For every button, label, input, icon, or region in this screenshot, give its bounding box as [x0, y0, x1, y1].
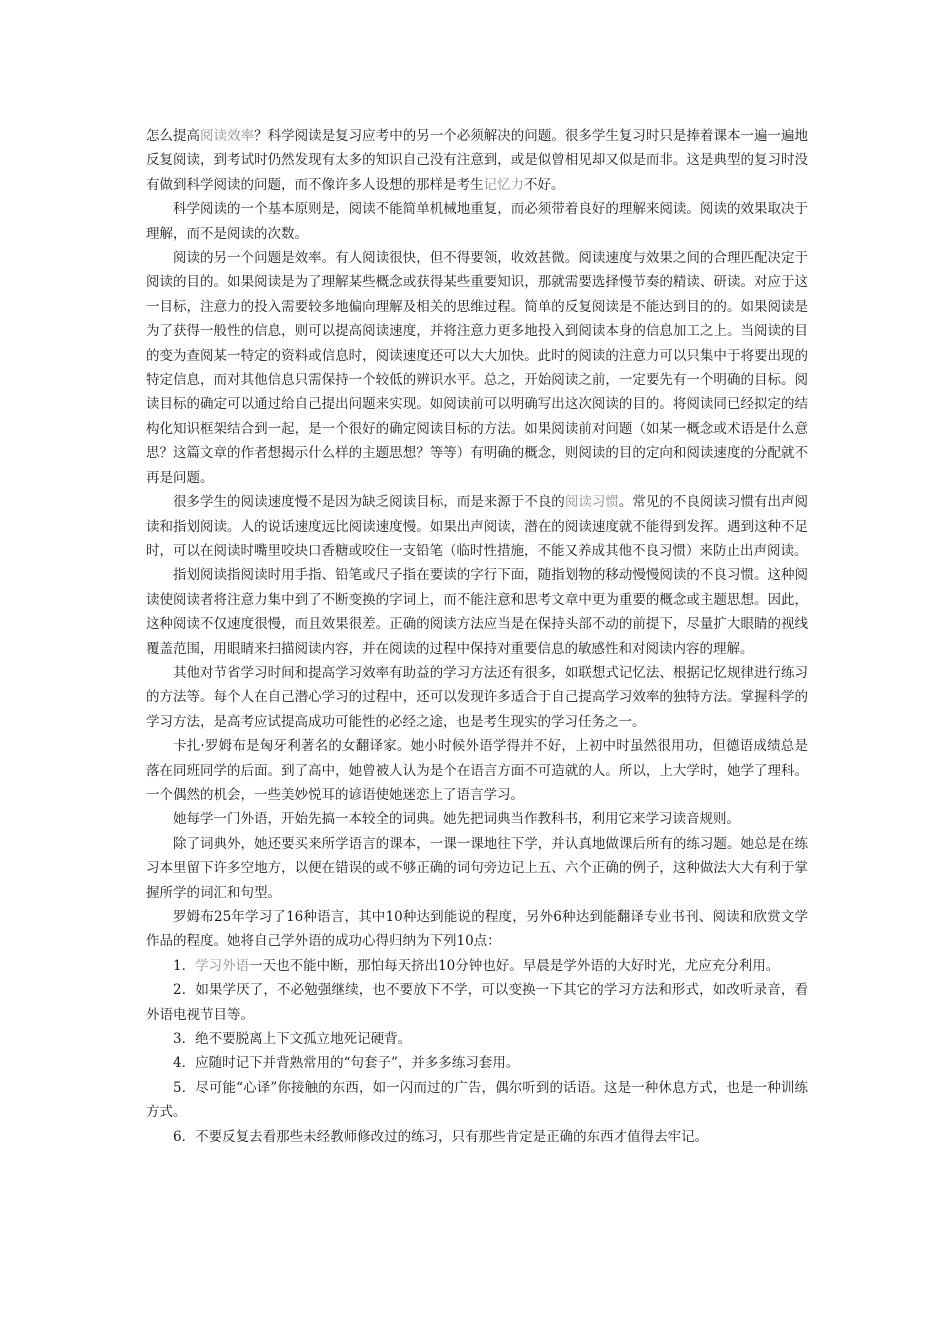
paragraph-text: 卡扎·罗姆布是匈牙利著名的女翻译家。她小时候外语学得并不好，上初中时虽然很用功，但德语成绩总是落在同班同学的后面。到了高中，她曾被人认为是个在语言方面不可造就的人。所以，上大学时，她学了理科。一个偶然的机会，一些美妙悦耳的谚语使她迷恋上了语言学习。	[146, 738, 808, 803]
paragraph	[146, 490, 808, 563]
paragraph-text: 科学阅读的一个基本原则是，阅读不能简单机械地重复，而必须带着良好的理解来阅读。阅读的效果取决于理解，而不是阅读的次数。	[146, 201, 808, 242]
paragraph	[146, 1051, 808, 1075]
paragraph	[146, 197, 808, 246]
paragraph-text: 6．不要反复去看那些未经教师修改过的练习，只有那些肯定是正确的东西才值得去牢记。	[173, 1128, 709, 1145]
paragraph-text: 阅读的另一个问题是效率。有人阅读很快，但不得要领，收效甚微。阅读速度与效果之间的合理匹配决定于阅读的目的。如果阅读是为了理解某些概念或获得某些重要知识，那就需要选择慢节奏的精读、研读。对应于这一目标，注意力的投入需要较多地偏向理解及相关的思维过程。简单的反复阅读是不能达到目的的。如果阅读是为了获得一般性的信息，则可以提高阅读速度，并将注意力更多地投入到阅读本身的信息加工之上。当阅读的目的变为查阅某一特定的资料或信息时，阅读速度还可以大大加快。此时的阅读的注意力可以只集中于将要出现的特定信息，而对其他信息只需保持一个较低的辨识水平。总之，开始阅读之前，一定要先有一个明确的目标。阅读目标的确定可以通过给自己提出问题来实现。如阅读前可以明确写出这次阅读的目的。将阅读同已经拟定的结构化知识框架结合到一起，是一个很好的确定阅读目标的方法。如果阅读前对问题（如某一概念或术语是什么意思？这篇文章的作者想揭示什么样的主题思想？等等）有明确的概念，则阅读的目的定向和阅读速度的分配就不再是问题。	[146, 250, 808, 486]
paragraph-text: 不好。	[524, 176, 565, 193]
paragraph-text: 。常见的不良阅读习惯有出声阅读和指划阅读。人的说话速度远比阅读速度慢。如果出声阅读，潜在的阅读速度就不能得到发挥。遇到这种不足时，可以在阅读时嘴里咬块口香糖或咬住一支铅笔（临时性措施，不能又养成其他不良习惯）来防止出声阅读。	[146, 494, 809, 559]
paragraph	[146, 124, 808, 197]
paragraph-text: 2．如果学厌了，不必勉强继续，也不要放下不学，可以变换一下其它的学习方法和形式，如改听录音，看外语电视节目等。	[146, 982, 808, 1023]
paragraph	[146, 905, 808, 954]
paragraph-text: 3．绝不要脱离上下文孤立地死记硬背。	[173, 1031, 412, 1048]
paragraph	[146, 807, 808, 831]
paragraph-text: 4．应随时记下并背熟常用的“句套子”，并多多练习套用。	[173, 1055, 520, 1072]
keyword-link[interactable]: 记忆力	[483, 176, 524, 193]
paragraph-text: 5．尽可能“心译”你接触的东西，如一闪而过的广告，偶尔听到的话语。这是一种休息方式，也是一种训练方式。	[146, 1079, 808, 1121]
paragraph-text: 很多学生的阅读速度慢不是因为缺乏阅读目标，而是来源于不良的	[173, 494, 565, 511]
paragraph-text: 她每学一门外语，开始先搞一本较全的词典。她先把词典当作教科书，利用它来学习读音规则。	[173, 811, 740, 828]
paragraph-text: 怎么提高	[146, 128, 201, 144]
paragraph-text: ？科学阅读是复习应考中的另一个必须解决的问题。很多学生复习时只是捧着课本一遍一遍地反复阅读，到考试时仍然发现有太多的知识自己没有注意到，或是似曾相见却又似是而非。这是典型的复习时没有做到科学阅读的问题，而不像许多人设想的那样是考生	[146, 128, 809, 193]
paragraph	[146, 661, 808, 734]
paragraph	[146, 734, 808, 807]
paragraph	[146, 1076, 808, 1125]
keyword-link[interactable]: 阅读效率	[200, 128, 255, 144]
paragraph	[146, 978, 808, 1027]
document-body	[146, 124, 808, 1149]
paragraph	[146, 246, 808, 490]
paragraph-text: 罗姆布25年学习了16种语言，其中10种达到能说的程度，另外6种达到能翻译专业书刊、阅读和欣赏文学作品的程度。她将自己学外语的成功心得归纳为下列10点：	[146, 909, 808, 950]
paragraph	[146, 563, 808, 661]
keyword-link[interactable]: 学习外语	[195, 957, 250, 974]
paragraph-text: 1．	[173, 957, 196, 974]
paragraph	[146, 1027, 808, 1051]
paragraph	[146, 954, 808, 978]
paragraph-text: 一天也不能中断，那怕每天挤出10分钟也好。早晨是学外语的大好时光，尤应充分利用。	[249, 957, 780, 974]
keyword-link[interactable]: 阅读习惯	[564, 494, 619, 511]
paragraph	[146, 832, 808, 905]
paragraph	[146, 1125, 808, 1149]
paragraph-text: 其他对节省学习时间和提高学习效率有助益的学习方法还有很多，如联想式记忆法、根据记忆规律进行练习的方法等。每个人在自己潜心学习的过程中，还可以发现许多适合于自己提高学习效率的独特方法。掌握科学的学习方法，是高考应试提高成功可能性的必经之途，也是考生现实的学习任务之一。	[146, 664, 808, 730]
paragraph-text: 除了词典外，她还要买来所学语言的课本，一课一课地往下学，并认真地做课后所有的练习题。她总是在练习本里留下许多空地方，以便在错误的或不够正确的词句旁边记上五、六个正确的例子，这种做法大大有利于掌握所学的词汇和句型。	[146, 835, 808, 901]
paragraph-text: 指划阅读指阅读时用手指、铅笔或尺子指在要读的字行下面，随指划物的移动慢慢阅读的不良习惯。这种阅读使阅读者将注意力集中到了不断变换的字词上，而不能注意和思考文章中更为重要的概念或主题思想。因此，这种阅读不仅速度很慢，而且效果很差。正确的阅读方法应当是在保持头部不动的前提下，尽量扩大眼睛的视线覆盖范围，用眼睛来扫描阅读内容，并在阅读的过程中保持对重要信息的敏感性和对阅读内容的理解。	[146, 567, 808, 657]
